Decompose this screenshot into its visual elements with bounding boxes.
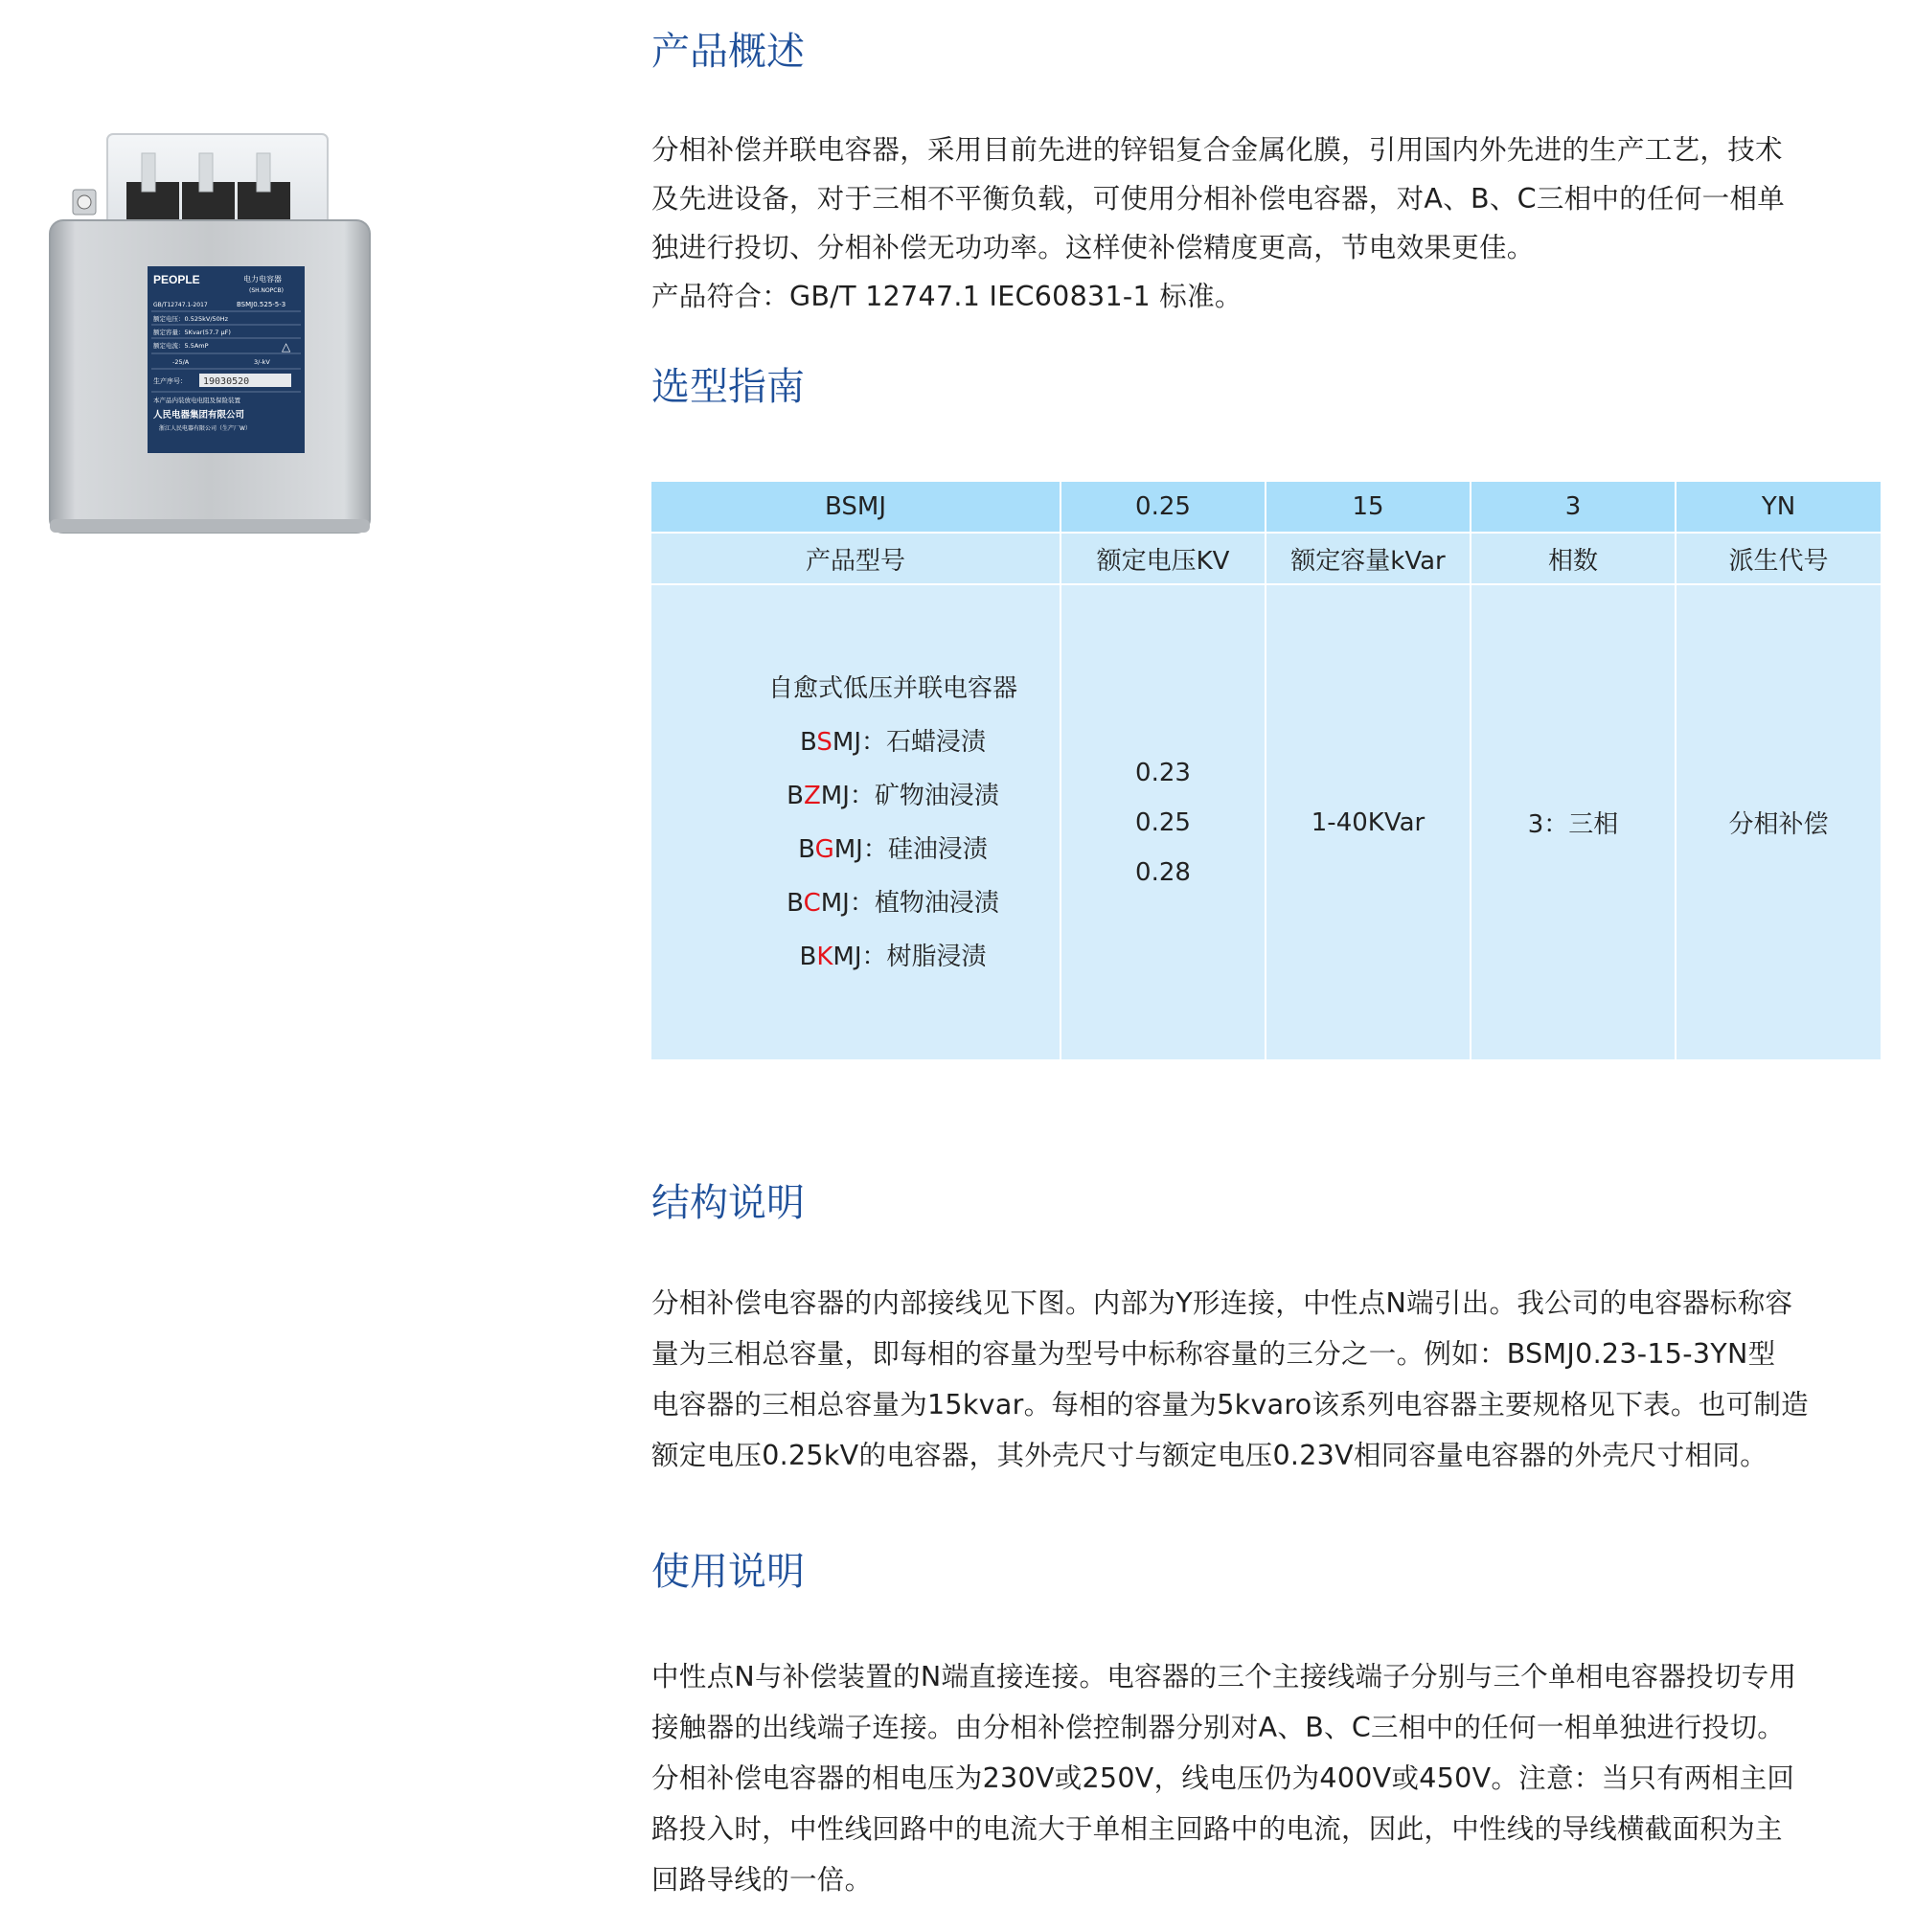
selection-table [651, 482, 1881, 1061]
derivative-cell: 分相补偿 [1676, 584, 1881, 1060]
type-code-highlight: G [814, 834, 834, 864]
type-list-cell [651, 584, 1061, 1060]
usage-line: 回路导线的一倍。 [651, 1864, 873, 1896]
voltage-options-cell [1061, 584, 1266, 1060]
label-model: BSMJ0.525-5-3 [237, 301, 286, 308]
type-item: BCMJ：植物油浸渍 [787, 888, 999, 918]
label-row [651, 533, 1881, 584]
delta-symbol: △ [282, 340, 291, 353]
usage-line: 分相补偿电容器的相电压为230V或250V，线电压仍为400V或450V。注意：当只有两相主回 [651, 1762, 1795, 1794]
usage-text [651, 1651, 1887, 1905]
capacitor-product-image [38, 125, 383, 546]
code-cell-derivative: YN [1676, 482, 1881, 533]
overview-line: 独进行投切、分相补偿无功功率。这样使补偿精度更高，节电效果更佳。 [651, 232, 1535, 263]
type-item: BGMJ：硅油浸渍 [798, 834, 988, 864]
type-list-title: 自愈式低压并联电容器 [767, 673, 1017, 703]
usage-line: 中性点N与补偿装置的N端直接连接。电容器的三个主接线端子分别与三个单相电容器投切专用 [651, 1661, 1797, 1693]
structure-line: 电容器的三相总容量为15kvar。每相的容量为5kvaro该系列电容器主要规格见下表。也可制造 [651, 1389, 1809, 1421]
phase-cell: 3：三相 [1471, 584, 1676, 1060]
capacity-range-cell: 1-40KVar [1266, 584, 1471, 1060]
structure-line: 量为三相总容量，即每相的容量为型号中标称容量的三分之一。例如：BSMJ0.23-15-3YN型 [651, 1338, 1776, 1370]
overview-line: 及先进设备，对于三相不平衡负载，可使用分相补偿电容器，对A、B、C三相中的任何一相单 [651, 183, 1786, 215]
label-rated-voltage: 额定电压：0.525kV/50Hz [153, 315, 229, 323]
label-cell-derivative: 派生代号 [1676, 533, 1881, 584]
overview-text [651, 125, 1887, 321]
usage-heading: 使用说明 [651, 1550, 805, 1594]
label-cell-phase: 相数 [1471, 533, 1676, 584]
structure-text [651, 1278, 1887, 1481]
type-code-highlight: C [803, 888, 821, 918]
overview-standard-line: 产品符合：GB/T 12747.1 IEC60831-1 标准。 [651, 281, 1243, 312]
type-code-highlight: S [816, 727, 833, 757]
structure-heading: 结构说明 [651, 1181, 805, 1225]
label-company: 人民电器集团有限公司 [153, 410, 245, 420]
label-rated-current: 额定电流：5.5AmP [153, 342, 209, 350]
type-code-highlight: K [816, 942, 833, 971]
type-item: BZMJ：矿物油浸渍 [787, 781, 999, 810]
type-code-highlight: Z [803, 781, 821, 810]
selection-heading: 选型指南 [651, 365, 805, 409]
code-row [651, 482, 1881, 533]
label-temp: -25/A [172, 358, 190, 366]
structure-line: 分相补偿电容器的内部接线见下图。内部为Y形连接，中性点N端引出。我公司的电容器标称容 [651, 1287, 1793, 1319]
usage-line: 路投入时，中性线回路中的电流大于单相主回路中的电流，因此，中性线的导线横截面积为主 [651, 1813, 1783, 1845]
label-serial-label: 生产序号： [153, 377, 187, 385]
label-subtitle: (SH.NOPCB) [249, 287, 284, 294]
detail-row [651, 584, 1881, 1060]
label-kv: 3/-kV [254, 358, 270, 366]
label-company-sub: 浙江人民电器有限公司（生产厂W） [159, 425, 251, 432]
label-cell-voltage: 额定电压KV [1061, 533, 1266, 584]
label-standard: GB/T12747.1-2017 [153, 302, 208, 308]
usage-line: 接触器的出线端子连接。由分相补偿控制器分别对A、B、C三相中的任何一相单独进行投切。 [651, 1712, 1786, 1743]
label-cell-capacity: 额定容量kVar [1266, 533, 1471, 584]
code-cell-phase: 3 [1471, 482, 1676, 533]
label-brand: PEOPLE [153, 273, 200, 286]
code-cell-voltage: 0.25 [1061, 482, 1266, 533]
label-rated-capacity: 额定容量：5Kvar(57.7 μF) [153, 329, 231, 336]
type-item: BKMJ：树脂浸渍 [799, 942, 987, 971]
label-notice: 本产品内装放电电阻及保险装置 [153, 397, 240, 404]
code-cell-capacity: 15 [1266, 482, 1471, 533]
overview-line: 分相补偿并联电容器，采用目前先进的锌铝复合金属化膜，引用国内外先进的生产工艺，技术 [651, 134, 1783, 166]
label-cell-model: 产品型号 [651, 533, 1061, 584]
voltage-option: 0.28 [1135, 857, 1191, 887]
type-item: BSMJ：石蜡浸渍 [799, 727, 986, 757]
code-cell-model: BSMJ [651, 482, 1061, 533]
voltage-option: 0.23 [1135, 758, 1191, 787]
label-title: 电力电容器 [243, 275, 282, 284]
overview-heading: 产品概述 [651, 30, 805, 74]
label-serial: 19030520 [203, 376, 250, 387]
structure-line: 额定电压0.25kV的电容器，其外壳尺寸与额定电压0.23V相同容量电容器的外壳尺寸相同。 [651, 1440, 1768, 1471]
voltage-option: 0.25 [1135, 807, 1191, 837]
